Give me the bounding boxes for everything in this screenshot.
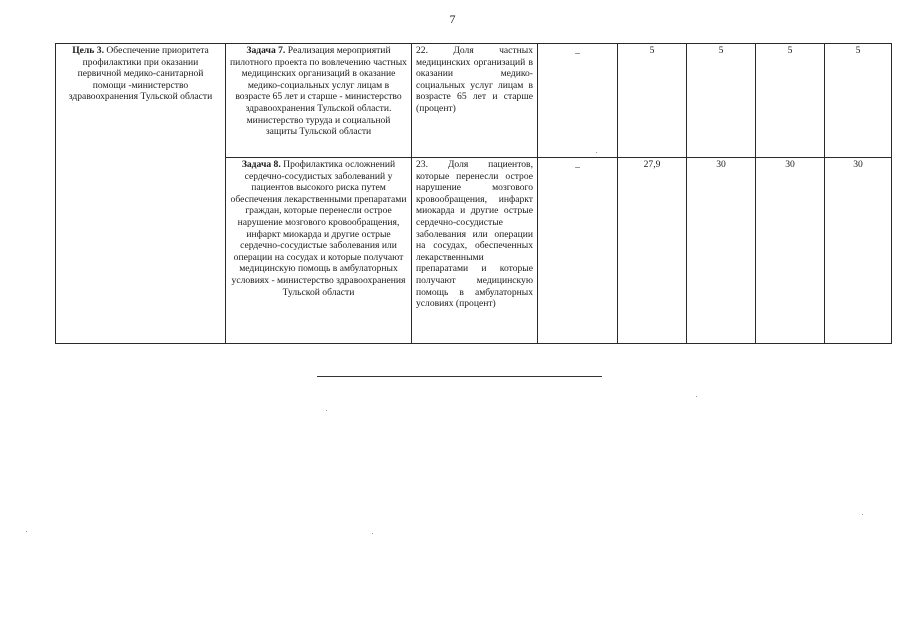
goal-text: Обеспечение приоритета профилактики при оказании первичной медико-санитарной помощи -министерство здравоохранения Тульской области bbox=[68, 45, 213, 103]
scan-speck bbox=[596, 152, 597, 153]
target-value-cell: 30 bbox=[825, 158, 892, 344]
target-value-cell: 5 bbox=[825, 44, 892, 158]
target-value-cell: 30 bbox=[756, 158, 825, 344]
program-table bbox=[55, 43, 892, 344]
page-number: 7 bbox=[449, 12, 456, 26]
target-value-cell: 30 bbox=[687, 158, 756, 344]
base-value-cell: _ bbox=[538, 158, 618, 344]
scan-speck bbox=[372, 533, 373, 534]
target-value-cell: 5 bbox=[756, 44, 825, 158]
task-label: Задача 8. bbox=[241, 159, 281, 170]
target-value-cell: 5 bbox=[618, 44, 687, 158]
indicator-cell: 22. Доля частных медицинских организаций в оказании медико-социальных услуг лицам в возрасте 65 лет и старше (процент) bbox=[412, 44, 538, 158]
task-label: Задача 7. bbox=[246, 45, 286, 56]
target-value-cell: 27,9 bbox=[618, 158, 687, 344]
task-text: Реализация мероприятий пилотного проекта по вовлечению частных медицинских организаций в оказание медико-социальных услуг лицам в возрасте 65 лет и старше - министерство здравоохранения Тульской области. министерство туруда и социальной защиты Тульской области bbox=[230, 45, 407, 138]
scan-speck bbox=[696, 396, 697, 397]
goal-cell bbox=[56, 44, 226, 344]
base-value-cell: _ bbox=[538, 44, 618, 158]
scan-speck bbox=[26, 531, 27, 532]
scan-speck bbox=[862, 514, 863, 515]
closing-rule bbox=[317, 376, 602, 377]
target-value-cell: 5 bbox=[687, 44, 756, 158]
scan-speck bbox=[326, 410, 327, 411]
task-cell bbox=[226, 158, 412, 344]
goal-label: Цель 3. bbox=[72, 45, 104, 56]
task-text: Профилактика осложнений сердечно-сосудистых заболеваний у пациентов высокого риска путем обеспечения лекарственными препаратами граждан, которые перенесли острое нарушение мозгового кровообращения, инфаркт миокарда и другие острые сердечно-сосудистые заболевания или операции на сосудах и которые получают медицинскую помощь в амбулаторных условиях - министерство здравоохранения Тульской области bbox=[230, 159, 407, 298]
task-cell bbox=[226, 44, 412, 158]
table-row bbox=[56, 44, 892, 158]
indicator-cell: 23. Доля пациентов, которые перенесли острое нарушение мозгового кровообращения, инфаркт миокарда и другие острые сердечно-сосудистые заболевания или операции на сосудах, обеспеченных лекарственными препаратами и которые получают медицинскую помощь в амбулаторных условиях (процент) bbox=[412, 158, 538, 344]
